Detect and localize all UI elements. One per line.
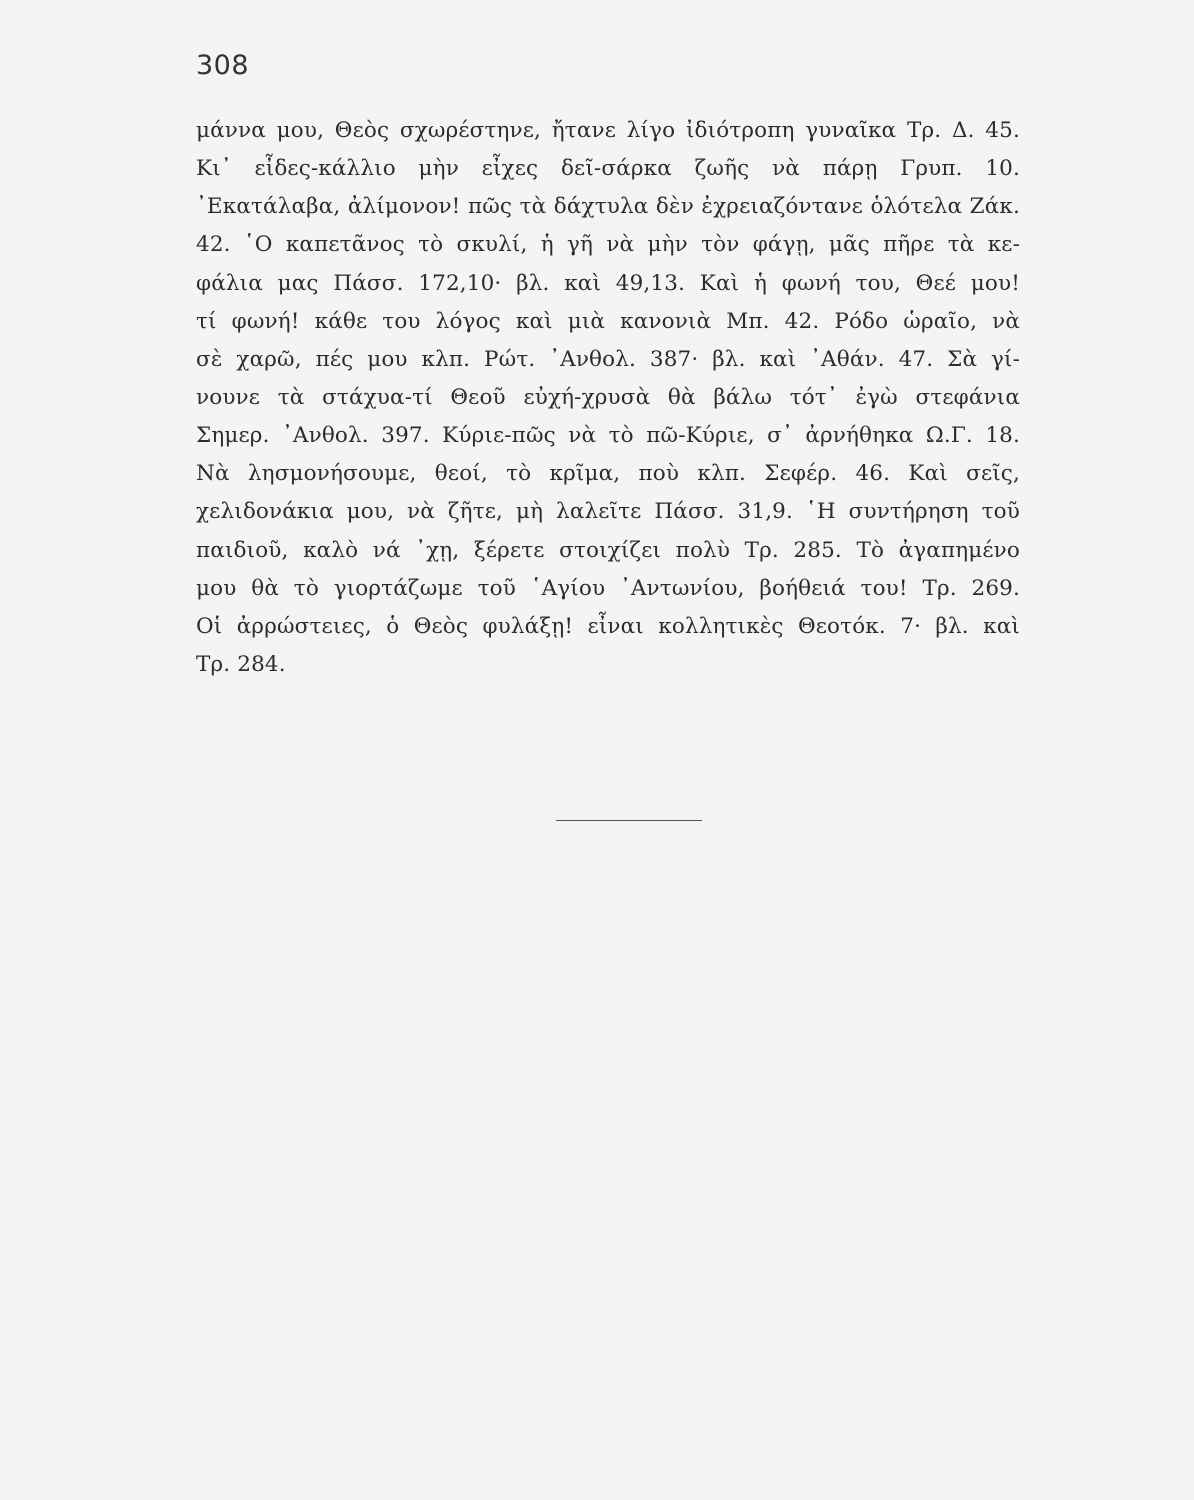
text-line: μου θὰ τὸ γιορτάζωμε τοῦ ῾Αγίου ᾿Αντωνίου, βοήθειά του! Τρ. 269.: [196, 575, 1020, 601]
text-line: σὲ χαρῶ, πές μου κλπ. Ρώτ. ᾿Ανθολ. 387· βλ. καὶ ᾿Αθάν. 47. Σὰ γί-: [196, 346, 1020, 372]
text-line: Κι᾽ εἶδες-κάλλιο μὴν εἶχες δεῖ-σάρκα ζωῆς νὰ πάρῃ Γρυπ. 10.: [196, 156, 1020, 182]
text-line: χελιδονάκια μου, νὰ ζῆτε, μὴ λαλεῖτε Πάσσ. 31,9. ῾Η συντήρηση τοῦ: [196, 499, 1020, 525]
text-line: μάννα μου, Θεὸς σχωρέστηνε, ἤτανε λίγο ἰδιότροπη γυναῖκα Τρ. Δ. 45.: [196, 118, 1020, 143]
text-line: παιδιοῦ, καλὸ νά ᾿χῃ, ξέρετε στοιχίζει πολὺ Τρ. 285. Τὸ ἀγαπημένο: [196, 537, 1020, 563]
page-number: 308: [196, 50, 250, 81]
text-line: νουνε τὰ στάχυα-τί Θεοῦ εὐχή-χρυσὰ θὰ βάλω τότ᾽ ἐγὼ στεφάνια: [196, 384, 1020, 410]
section-divider: [556, 820, 702, 821]
text-line: ᾿Εκατάλαβα, ἀλίμονον! πῶς τὰ δάχτυλα δὲν ἐχρειαζόντανε ὁλότελα Ζάκ.: [196, 194, 1020, 220]
text-line: φάλια μας Πάσσ. 172,10· βλ. καὶ 49,13. Καὶ ἡ φωνή του, Θεέ μου!: [196, 270, 1020, 296]
text-line: τί φωνή! κάθε του λόγος καὶ μιὰ κανονιὰ Μπ. 42. Ρόδο ὡραῖο, νὰ: [196, 308, 1020, 334]
body-text: [196, 112, 1020, 684]
text-line: Τρ. 284.: [196, 651, 286, 677]
text-line: 42. ῾Ο καπετᾶνος τὸ σκυλί, ἡ γῆ νὰ μὴν τὸν φάγῃ, μᾶς πῆρε τὰ κε-: [196, 232, 1020, 258]
text-line: Σημερ. ᾿Ανθολ. 397. Κύριε-πῶς νὰ τὸ πῶ-Κύριε, σ᾽ ἀρνήθηκα Ω.Γ. 18.: [196, 423, 1020, 449]
text-line: Οἱ ἀρρώστειες, ὁ Θεὸς φυλάξῃ! εἶναι κολλητικὲς Θεοτόκ. 7· βλ. καὶ: [196, 613, 1020, 639]
text-line: Νὰ λησμονήσουμε, θεοί, τὸ κρῖμα, ποὺ κλπ. Σεφέρ. 46. Καὶ σεῖς,: [196, 461, 1020, 487]
